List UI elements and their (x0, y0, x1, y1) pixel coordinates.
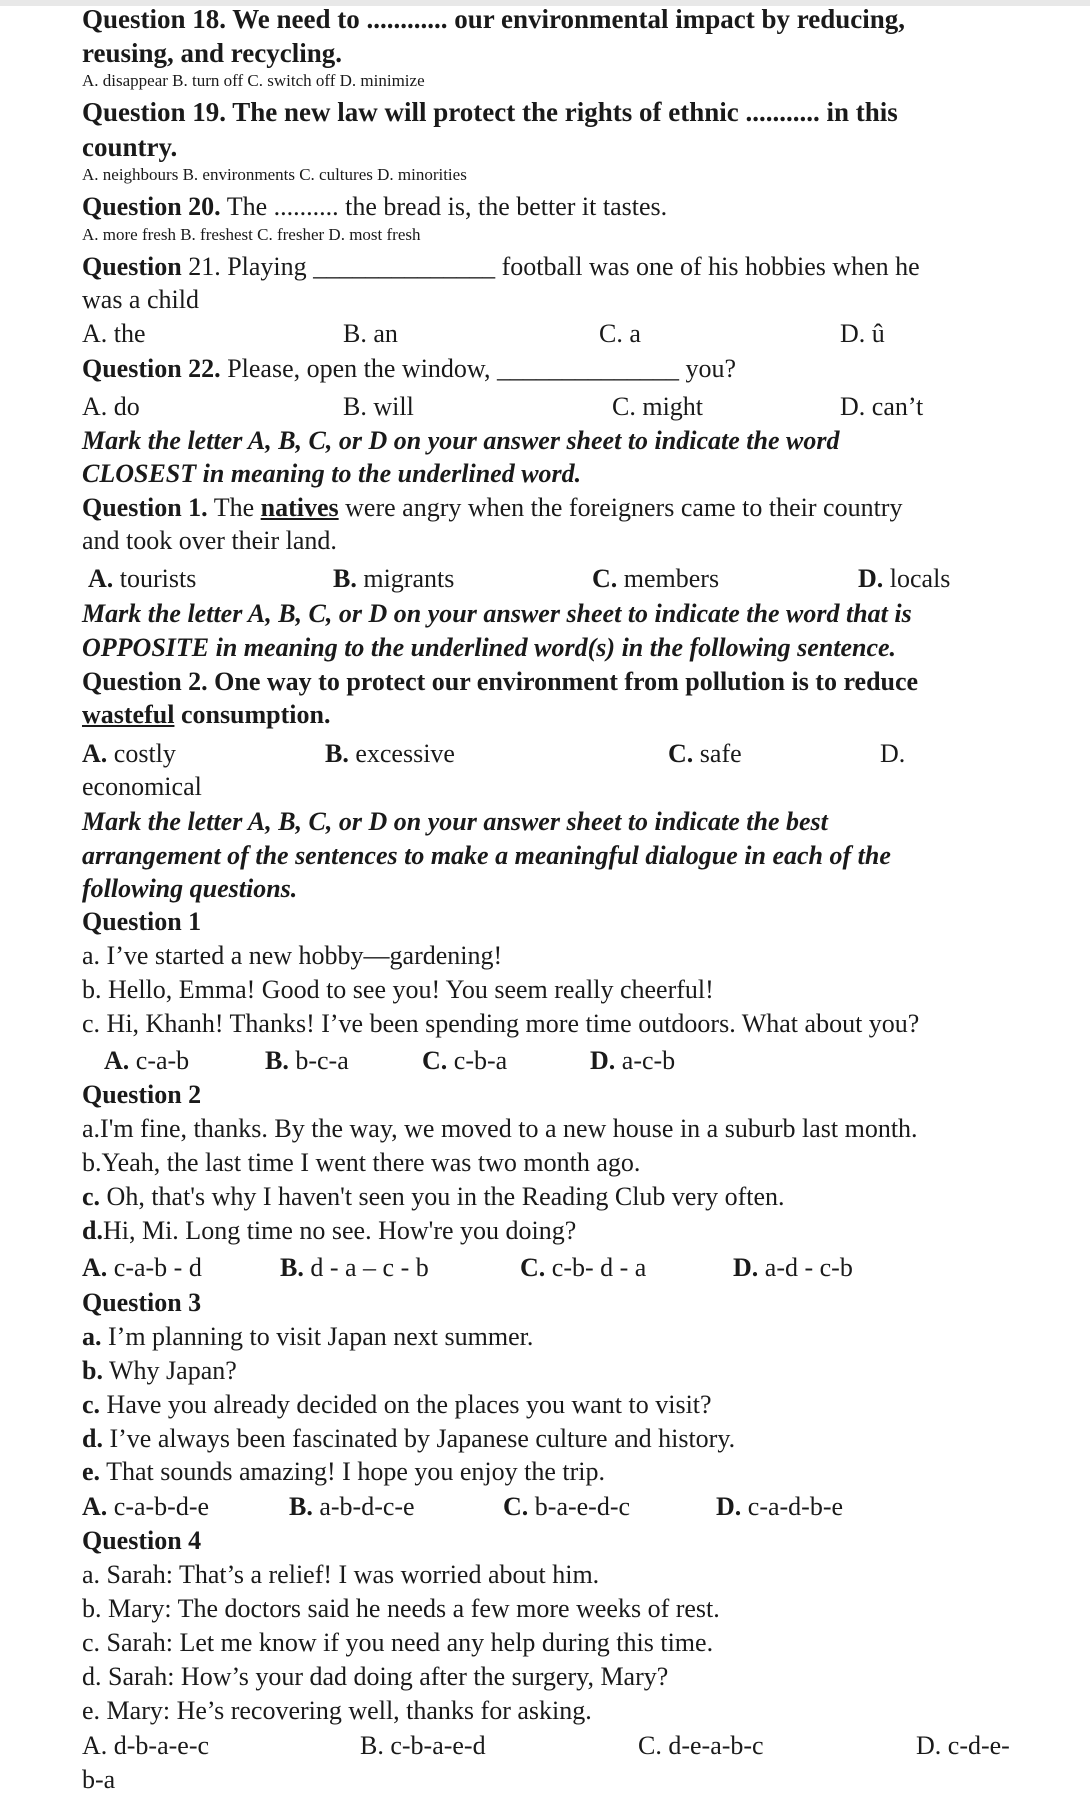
dialogue-q4-option-d-cont: b-a (82, 1765, 116, 1794)
option-letter: B. (333, 564, 357, 593)
dialogue-q2-line-c (82, 1180, 785, 1214)
option-letter: C. (592, 564, 618, 593)
opposite-q2-option-b (325, 737, 455, 771)
dialogue-q4-option-b: B. c-b-a-e-d (360, 1731, 486, 1760)
option-text: costly (107, 739, 176, 768)
option-letter: C. (668, 739, 694, 768)
line-text: Hi, Mi. Long time no see. How're you doing? (102, 1216, 577, 1245)
option-text: b-c-a (288, 1046, 349, 1075)
line-text: Why Japan? (102, 1356, 237, 1385)
dialogue-q4-line-e: e. Mary: He’s recovering well, thanks for asking. (82, 1696, 592, 1725)
line-text: I’ve always been fascinated by Japanese culture and history. (102, 1424, 736, 1453)
q21-option-c: C. a (599, 319, 641, 348)
dialogue-q3-line-d (82, 1422, 735, 1456)
line-letter: a. (82, 1322, 102, 1351)
dialogue-q2-option-b (280, 1251, 429, 1285)
option-text: c-a-b-d-e (107, 1492, 210, 1521)
option-letter: D. (716, 1492, 742, 1521)
dialogue-q3-line-e (82, 1455, 605, 1489)
dialogue-q1-line-c: c. Hi, Khanh! Thanks! I’ve been spending more time outdoors. What about you? (82, 1009, 920, 1038)
dialogue-q1-option-b (265, 1044, 349, 1078)
q22-option-b: B. will (343, 392, 414, 421)
option-letter: B. (280, 1253, 304, 1282)
option-letter: B. (289, 1492, 313, 1521)
dialogue-q2-line-a: a.I'm fine, thanks. By the way, we moved to a new house in a suburb last month. (82, 1114, 918, 1143)
line-letter: c. (82, 1390, 101, 1419)
q18-line1: Question 18. We need to ............ our environmental impact by reducing, (82, 4, 906, 34)
dialogue-q4-option-a: A. d-b-a-e-c (82, 1731, 210, 1760)
dialogue-q3-line-a (82, 1320, 533, 1354)
instruction-dialogue-line3: following questions. (82, 874, 298, 903)
dialogue-q3-title: Question 3 (82, 1288, 202, 1317)
q21-text: 21. Playing ______________ football was one of his hobbies when he (181, 252, 920, 281)
q20-options: A. more fresh B. freshest C. fresher D. most fresh (82, 225, 421, 244)
q20-line (82, 190, 667, 224)
dialogue-q1-option-d (590, 1044, 675, 1078)
dialogue-q3-line-b (82, 1354, 237, 1388)
instruction-dialogue-line2: arrangement of the sentences to make a meaningful dialogue in each of the (82, 841, 891, 870)
q22-option-c: C. might (612, 392, 704, 421)
opposite-q2-line1: Question 2. One way to protect our environment from pollution is to reduce (82, 667, 919, 696)
closest-q1-option-a (88, 562, 196, 596)
line-letter: e. (82, 1457, 101, 1486)
dialogue-q2-line-b: b.Yeah, the last time I went there was two month ago. (82, 1148, 641, 1177)
q18-options: A. disappear B. turn off C. switch off D. minimize (82, 71, 425, 90)
line-text: That sounds amazing! I hope you enjoy the trip. (100, 1457, 606, 1486)
option-text: a-d - c-b (758, 1253, 853, 1282)
option-letter: C. (422, 1046, 448, 1075)
option-letter: A. (104, 1046, 130, 1075)
instruction-opposite-line2: OPPOSITE in meaning to the underlined word(s) in the following sentence. (82, 633, 897, 662)
closest-q1-label: Question 1. (82, 493, 208, 522)
closest-q1-option-b (333, 562, 454, 596)
option-text: excessive (348, 739, 455, 768)
line-text: Have you already decided on the places you want to visit? (100, 1390, 712, 1419)
line-letter: d. (82, 1424, 103, 1453)
dialogue-q3-line-c (82, 1388, 712, 1422)
closest-q1-line1 (82, 491, 902, 525)
closest-q1-pre: The (207, 493, 261, 522)
dialogue-q1-title: Question 1 (82, 907, 202, 936)
dialogue-q3-option-b (289, 1490, 415, 1524)
option-letter: D. (590, 1046, 616, 1075)
opposite-q2-post: consumption. (174, 700, 331, 729)
dialogue-q1-option-a (104, 1044, 189, 1078)
dialogue-q1-line-a: a. I’ve started a new hobby—gardening! (82, 941, 503, 970)
q19-line2: country. (82, 132, 178, 162)
option-letter: D. (858, 564, 884, 593)
line-text: I’m planning to visit Japan next summer. (101, 1322, 534, 1351)
option-text: a-c-b (615, 1046, 676, 1075)
opposite-q2-option-a (82, 737, 176, 771)
q21-option-b: B. an (343, 319, 398, 348)
option-letter: D. (733, 1253, 759, 1282)
closest-q1-option-c (592, 562, 719, 596)
option-text: a-b-d-c-e (312, 1492, 415, 1521)
opposite-q2-option-d-cont: economical (82, 772, 202, 801)
dialogue-q4-option-c: C. d-e-a-b-c (638, 1731, 764, 1760)
instruction-opposite-line1: Mark the letter A, B, C, or D on your answer sheet to indicate the word that is (82, 599, 912, 628)
option-letter: A. (82, 1492, 108, 1521)
line-text: Oh, that's why I haven't seen you in the Reading Club very often. (100, 1182, 785, 1211)
dialogue-q1-option-c (422, 1044, 507, 1078)
closest-q1-option-d (858, 562, 950, 596)
option-text: c-a-b - d (107, 1253, 202, 1282)
dialogue-q3-option-d (716, 1490, 843, 1524)
dialogue-q2-title: Question 2 (82, 1080, 202, 1109)
dialogue-q1-line-b: b. Hello, Emma! Good to see you! You seem really cheerful! (82, 975, 714, 1004)
dialogue-q4-option-d: D. c-d-e- (916, 1731, 1010, 1760)
q20-text: The .......... the bread is, the better it tastes. (220, 192, 668, 221)
option-letter: C. (503, 1492, 529, 1521)
option-letter: B. (325, 739, 349, 768)
q22-text: Please, open the window, ______________ you? (220, 354, 737, 383)
dialogue-q2-option-d (733, 1251, 853, 1285)
q21-line1 (82, 250, 920, 284)
q22-label: Question 22. (82, 354, 221, 383)
q20-label: Question 20. (82, 192, 221, 221)
dialogue-q2-line-d (82, 1214, 576, 1248)
underlined-word-wasteful: wasteful (82, 700, 175, 729)
dialogue-q4-title: Question 4 (82, 1526, 202, 1555)
dialogue-q4-line-b: b. Mary: The doctors said he needs a few more weeks of rest. (82, 1594, 720, 1623)
option-letter: A. (82, 1253, 108, 1282)
q19-line1: Question 19. The new law will protect the rights of ethnic ........... in this (82, 97, 898, 127)
dialogue-q3-option-c (503, 1490, 630, 1524)
q22-option-a: A. do (82, 392, 140, 421)
q21-option-a: A. the (82, 319, 146, 348)
option-text: c-b-a (447, 1046, 508, 1075)
option-letter: A. (88, 564, 114, 593)
option-text: c-a-d-b-e (741, 1492, 844, 1521)
option-text: safe (693, 739, 742, 768)
line-letter: b. (82, 1356, 103, 1385)
underlined-word-natives: natives (260, 493, 339, 522)
option-letter: A. (82, 739, 108, 768)
q22-line (82, 352, 736, 386)
dialogue-q2-option-c (520, 1251, 646, 1285)
closest-q1-line2: and took over their land. (82, 526, 337, 555)
option-text: tourists (113, 564, 197, 593)
option-text: locals (883, 564, 951, 593)
opposite-q2-option-c (668, 737, 742, 771)
opposite-q2-option-d: D. (880, 739, 906, 768)
instruction-closest-line1: Mark the letter A, B, C, or D on your answer sheet to indicate the word (82, 426, 840, 455)
line-letter: d. (82, 1216, 103, 1245)
option-text: c-a-b (129, 1046, 190, 1075)
option-letter: C. (520, 1253, 546, 1282)
option-text: b-a-e-d-c (528, 1492, 631, 1521)
q18-line2: reusing, and recycling. (82, 38, 343, 68)
dialogue-q4-line-c: c. Sarah: Let me know if you need any help during this time. (82, 1628, 714, 1657)
dialogue-q4-line-d: d. Sarah: How’s your dad doing after the surgery, Mary? (82, 1662, 669, 1691)
opposite-q2-line2 (82, 698, 330, 732)
q21-label: Question (82, 252, 182, 281)
line-letter: c. (82, 1182, 101, 1211)
q22-option-d: D. can’t (840, 392, 924, 421)
q21-line2: was a child (82, 285, 199, 314)
option-text: d - a – c - b (303, 1253, 429, 1282)
option-text: members (617, 564, 720, 593)
instruction-closest-line2: CLOSEST in meaning to the underlined word. (82, 459, 582, 488)
dialogue-q2-option-a (82, 1251, 202, 1285)
q21-option-d: D. û (840, 319, 885, 348)
option-letter: B. (265, 1046, 289, 1075)
dialogue-q3-option-a (82, 1490, 209, 1524)
closest-q1-post: were angry when the foreigners came to their country (338, 493, 903, 522)
q19-options: A. neighbours B. environments C. cultures D. minorities (82, 165, 467, 184)
instruction-dialogue-line1: Mark the letter A, B, C, or D on your answer sheet to indicate the best (82, 807, 828, 836)
option-text: migrants (356, 564, 455, 593)
dialogue-q4-line-a: a. Sarah: That’s a relief! I was worried about him. (82, 1560, 600, 1589)
option-text: c-b- d - a (545, 1253, 647, 1282)
